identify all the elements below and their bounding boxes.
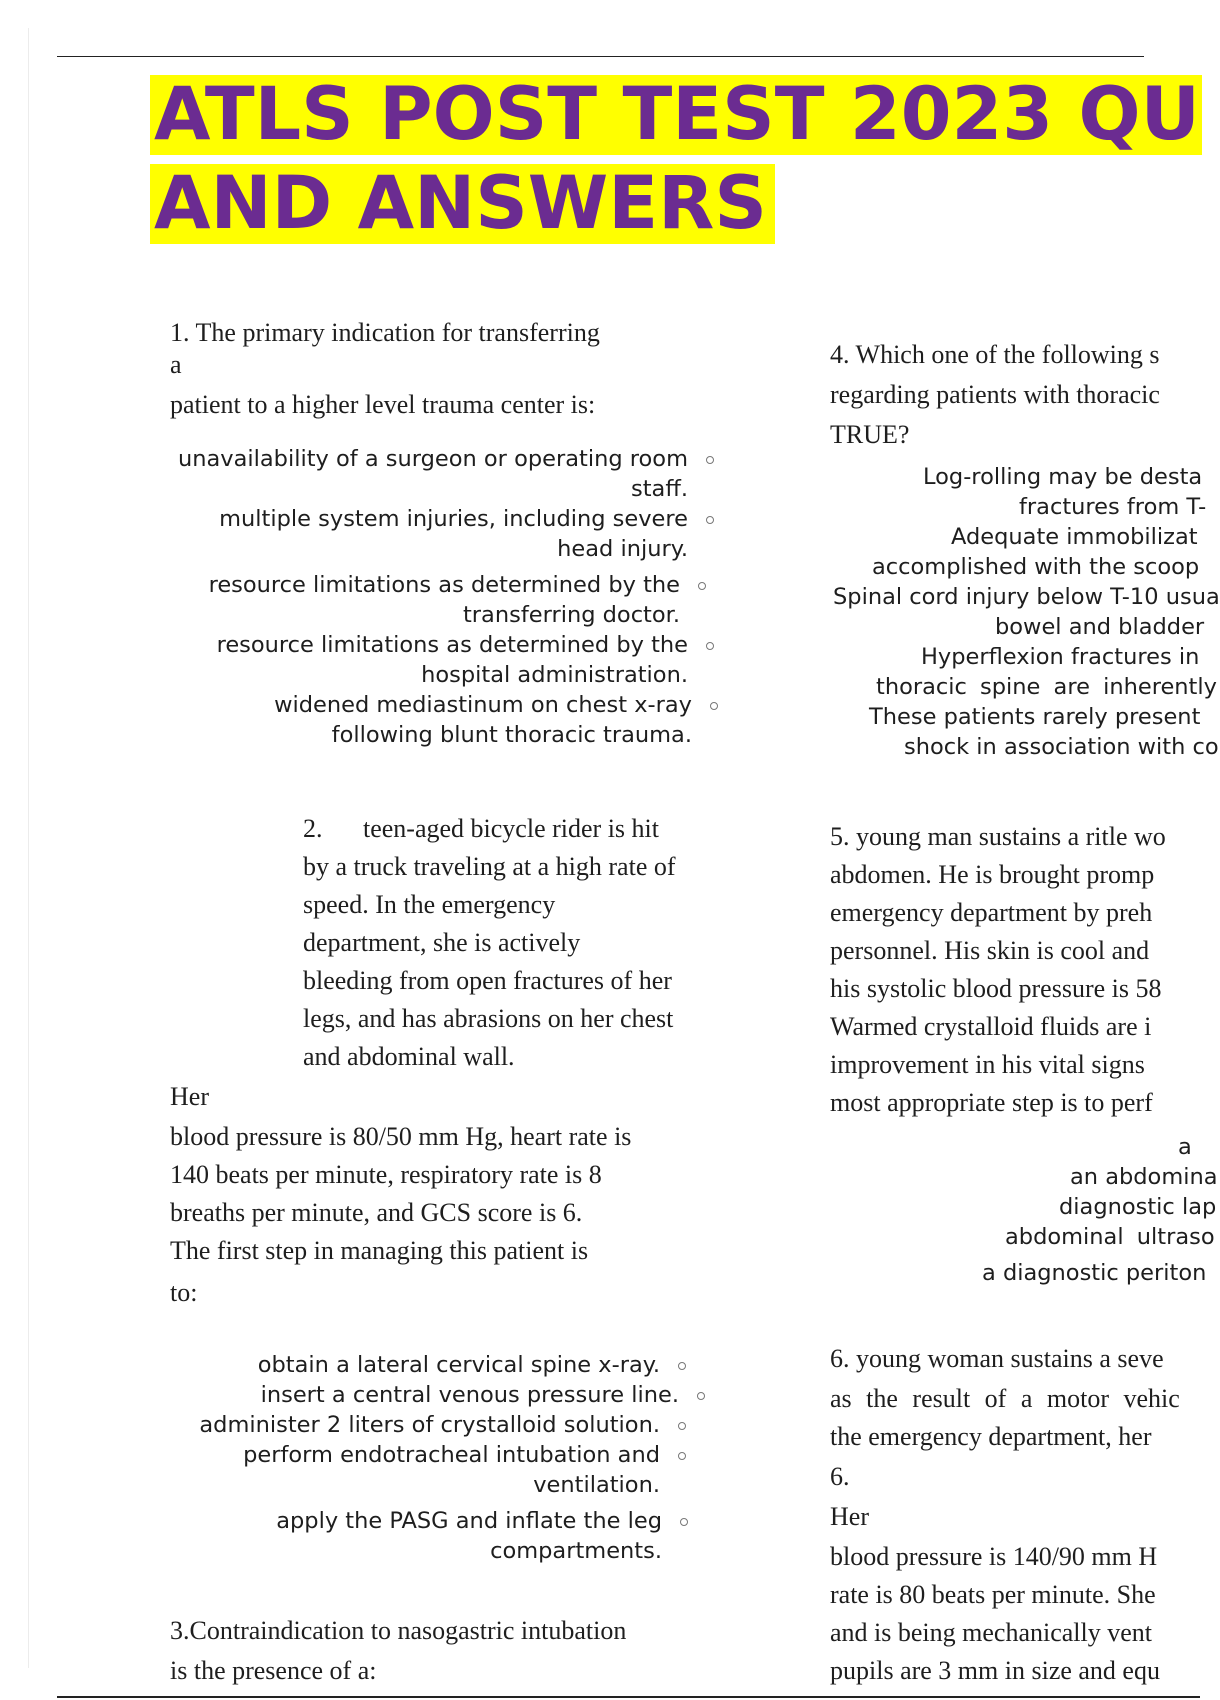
q5-stem-line-3: emergency department by preh <box>830 898 1153 927</box>
q3-stem-line-2: is the presence of a: <box>170 1656 377 1685</box>
right-column <box>830 0 1220 1700</box>
q2-option-c[interactable] <box>199 1410 660 1440</box>
q5-stem-line-7: improvement in his vital signs <box>830 1050 1145 1079</box>
q4-stem-line-2: regarding patients with thoracic <box>830 380 1160 409</box>
radio-circle-icon <box>678 1452 686 1460</box>
radio-circle-icon <box>706 642 714 650</box>
q1-option-e-line-2: following blunt thoracic trauma. <box>331 722 692 748</box>
radio-circle-icon <box>678 1362 686 1370</box>
q1-option-d[interactable] <box>217 630 688 690</box>
q1-option-c[interactable] <box>209 570 680 630</box>
q2-option-e-line-1: apply the PASG and inflate the leg <box>276 1508 662 1534</box>
radio-circle-icon <box>678 1422 686 1430</box>
q1-option-d-line-2: hospital administration. <box>421 662 688 688</box>
q5-stem-line-2: abdomen. He is brought promp <box>830 860 1155 889</box>
q5-option-b[interactable]: an abdomina <box>1070 1164 1218 1190</box>
q5-stem-line-6: Warmed crystalloid fluids are i <box>830 1012 1152 1041</box>
q1-stem-line-2: a <box>170 350 182 379</box>
q2-stem-line-4: department, she is actively <box>303 928 581 957</box>
q1-option-b[interactable] <box>219 504 688 564</box>
q4-option-line-7[interactable]: Hyperflexion fractures in <box>921 644 1200 670</box>
page-edge <box>28 28 29 1668</box>
q1-option-b-line-1: multiple system injuries, including severe <box>219 506 688 532</box>
q5-stem-line-4: personnel. His skin is cool and <box>830 936 1150 965</box>
bottom-rule <box>57 1696 1200 1698</box>
q4-option-line-8: thoracic spine are inherently <box>876 674 1217 700</box>
radio-circle-icon <box>698 582 706 590</box>
q1-option-a-line-2: staff. <box>631 476 688 502</box>
q2-stem-line-7: and abdominal wall. <box>303 1042 515 1071</box>
radio-circle-icon <box>706 516 714 524</box>
q2-option-e-line-2: compartments. <box>490 1538 662 1564</box>
q1-option-e-line-1: widened mediastinum on chest x-ray <box>274 692 692 718</box>
q2-number: 2. <box>303 814 323 843</box>
q2-stem-line-5: bleeding from open fractures of her <box>303 966 672 995</box>
q4-option-line-2: fractures from T- <box>1019 494 1207 520</box>
q2-option-b[interactable] <box>261 1380 679 1410</box>
q1-option-a[interactable] <box>178 444 688 504</box>
q1-stem-line-3: patient to a higher level trauma center is: <box>170 390 596 419</box>
q4-option-line-1[interactable]: Log-rolling may be desta <box>923 464 1203 490</box>
q2-cont-line-5: The first step in managing this patient is <box>170 1236 589 1265</box>
q2-stem-line-6: legs, and has abrasions on her chest <box>303 1004 674 1033</box>
q6-stem-line-5: Her <box>830 1502 869 1531</box>
q6-stem-line-2: as the result of a motor vehic <box>830 1384 1180 1413</box>
q2-cont-line-3: 140 beats per minute, respiratory rate is 8 <box>170 1160 602 1189</box>
q5-option-c[interactable]: diagnostic lap <box>1059 1194 1217 1220</box>
q5-stem-line-8: most appropriate step is to perf <box>830 1088 1153 1117</box>
q2-option-c-line-1: administer 2 liters of crystalloid solution. <box>199 1412 660 1438</box>
q1-option-c-line-1: resource limitations as determined by the <box>208 572 680 598</box>
q4-option-line-5[interactable]: Spinal cord injury below T-10 usua <box>833 584 1220 610</box>
radio-circle-icon <box>680 1518 688 1526</box>
q5-option-d[interactable]: abdominal ultraso <box>1005 1224 1215 1250</box>
q4-stem-line-3: TRUE? <box>830 420 910 449</box>
q6-stem-line-4: 6. <box>830 1462 850 1491</box>
q2-option-e[interactable] <box>276 1506 662 1566</box>
q1-option-a-line-1: unavailability of a surgeon or operating room <box>177 446 688 472</box>
q4-stem-line-1: 4. Which one of the following s <box>830 340 1160 369</box>
q4-option-line-3[interactable]: Adequate immobilizat <box>951 524 1198 550</box>
radio-circle-icon <box>710 702 718 710</box>
radio-circle-icon <box>697 1392 705 1400</box>
q2-option-a[interactable] <box>258 1350 660 1380</box>
q5-stem-line-1: 5. young man sustains a ritle wo <box>830 822 1166 851</box>
q2-option-a-line-1: obtain a lateral cervical spine x-ray. <box>257 1352 660 1378</box>
q2-stem-line-2: by a truck traveling at a high rate of <box>303 852 676 881</box>
q2-option-d-line-2: ventilation. <box>533 1472 660 1498</box>
q2-option-d[interactable] <box>243 1440 660 1500</box>
q6-stem-line-6: blood pressure is 140/90 mm H <box>830 1542 1158 1571</box>
radio-circle-icon <box>706 456 714 464</box>
q1-option-e[interactable] <box>274 690 692 750</box>
title-line-1: ATLS POST TEST 2023 QU <box>150 75 1202 155</box>
q1-option-b-line-2: head injury. <box>557 536 688 562</box>
q6-stem-line-8: and is being mechanically vent <box>830 1618 1153 1647</box>
q1-stem-line-1: 1. The primary indication for transferring <box>170 318 600 347</box>
q6-stem-line-9: pupils are 3 mm in size and equ <box>830 1656 1160 1685</box>
title-line-2: AND ANSWERS <box>150 164 775 244</box>
q5-stem-line-5: his systolic blood pressure is 58 <box>830 974 1162 1003</box>
q2-cont-line-2: blood pressure is 80/50 mm Hg, heart rate is <box>170 1122 632 1151</box>
q2-cont-line-1: Her <box>170 1082 209 1111</box>
q4-option-line-6: bowel and bladder <box>995 614 1205 640</box>
q2-cont-line-4: breaths per minute, and GCS score is 6. <box>170 1198 583 1227</box>
q1-option-c-line-2: transferring doctor. <box>462 602 680 628</box>
q4-option-line-10: shock in association with co <box>904 734 1219 760</box>
q6-stem-line-1: 6. young woman sustains a seve <box>830 1344 1164 1373</box>
q2-stem-line-3: speed. In the emergency <box>303 890 556 919</box>
q5-option-e[interactable]: a diagnostic periton <box>982 1260 1207 1286</box>
q4-option-line-9[interactable]: These patients rarely present <box>869 704 1201 730</box>
q5-option-a[interactable]: a <box>1178 1134 1192 1160</box>
q2-option-d-line-1: perform endotracheal intubation and <box>243 1442 660 1468</box>
q2-stem-line-1: teen-aged bicycle rider is hit <box>363 814 659 843</box>
q1-option-d-line-1: resource limitations as determined by the <box>216 632 688 658</box>
q6-stem-line-3: the emergency department, her <box>830 1422 1152 1451</box>
q6-stem-line-7: rate is 80 beats per minute. She <box>830 1580 1156 1609</box>
q2-cont-line-6: to: <box>170 1278 198 1307</box>
q3-stem-line-1: 3.Contraindication to nasogastric intubation <box>170 1616 627 1645</box>
q2-option-b-line-1: insert a central venous pressure line. <box>260 1382 679 1408</box>
q4-option-line-4: accomplished with the scoop <box>872 554 1200 580</box>
